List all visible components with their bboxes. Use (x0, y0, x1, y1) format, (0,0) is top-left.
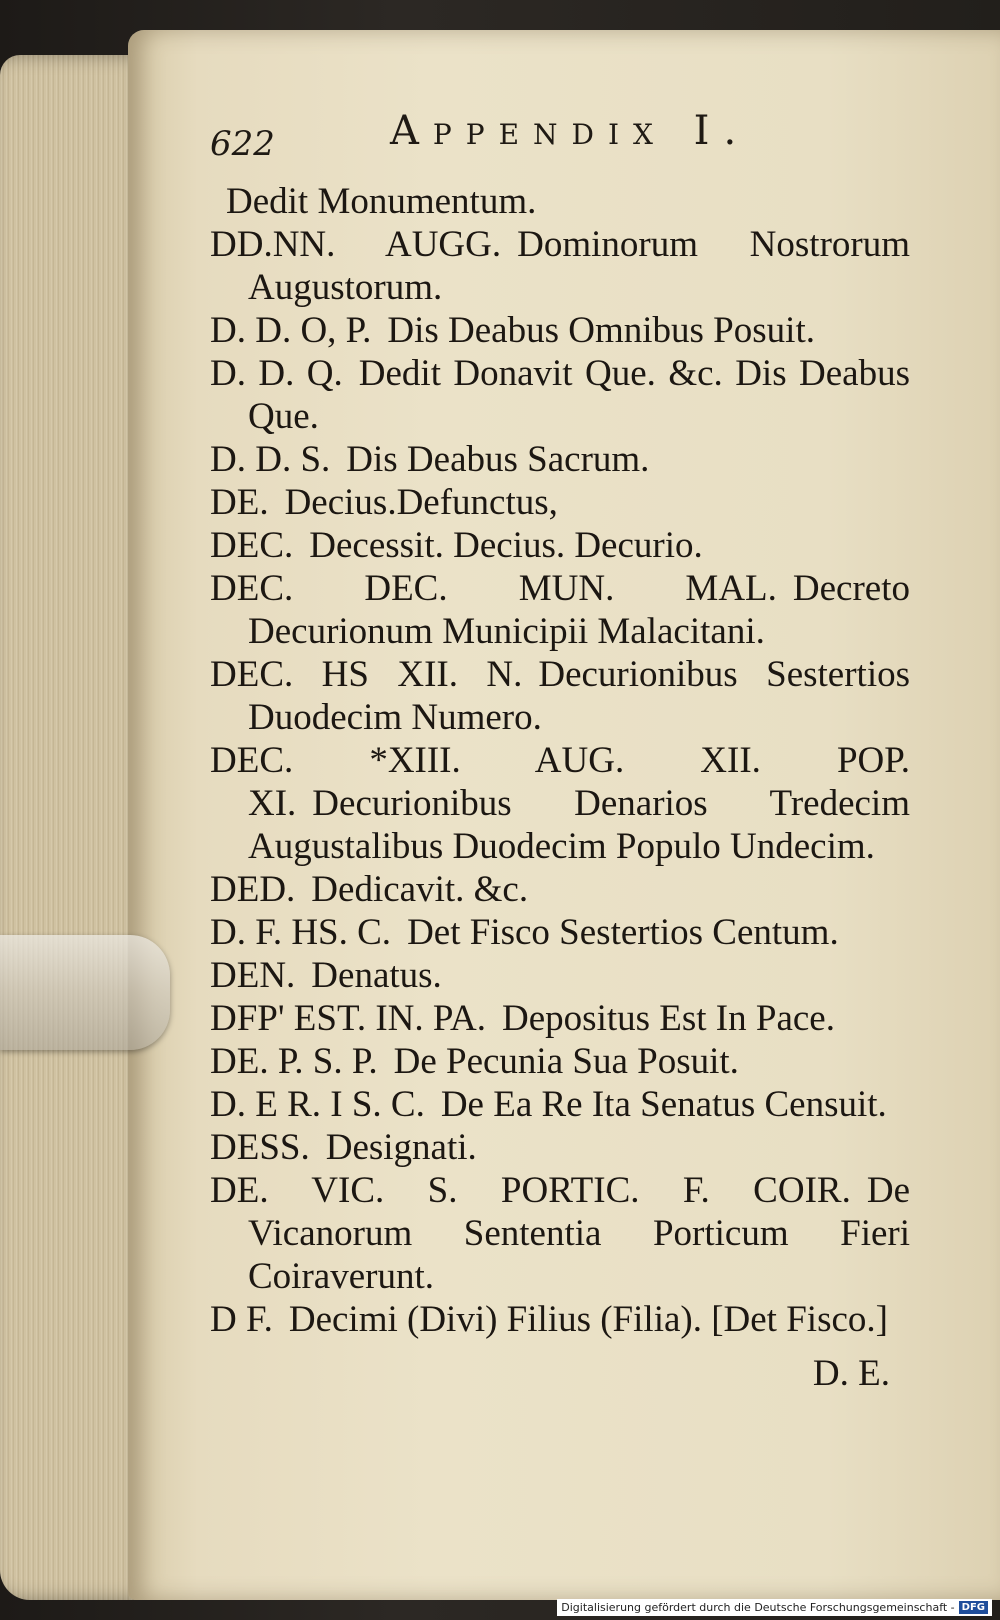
entry-abbreviation: D. D. Q. (210, 353, 343, 394)
entry-abbreviation: D. F. HS. C. (210, 912, 392, 953)
catchword: D. E. (812, 1353, 890, 1394)
entry-expansion: De Vicanorum Sententia Porticum Fieri Coiraverunt. (248, 1170, 910, 1297)
glossary-entry (210, 868, 910, 911)
entry-abbreviation: DD.NN. AUGG. (210, 224, 502, 265)
digitization-credit (557, 1599, 992, 1616)
glossary-entry (210, 653, 910, 739)
entry-expansion: Denatus. (311, 955, 442, 996)
entry-abbreviation: DEN. (210, 955, 296, 996)
page-clip (0, 935, 170, 1050)
glossary-entry (210, 1169, 910, 1298)
entry-expansion: Decurionibus Denarios Tredecim Augustalibus Duodecim Populo Undecim. (248, 783, 910, 867)
entry-abbreviation: DEC. DEC. MUN. MAL. (210, 568, 777, 609)
entry-abbreviation: DEC. *XIII. AUG. XII. POP. XI. (210, 740, 910, 824)
entry-abbreviation: DE. P. S. P. (210, 1041, 378, 1082)
glossary-entry (210, 438, 910, 481)
glossary-entry (210, 1083, 910, 1126)
entry-abbreviation: DESS. (210, 1127, 310, 1168)
entry-expansion: Decimi (Divi) Filius (Filia). [Det Fisco.] (288, 1299, 888, 1340)
entry-abbreviation: D. D. S. (210, 439, 331, 480)
page-number: 622 (210, 124, 275, 164)
entry-expansion: Dedicavit. &c. (311, 869, 529, 910)
entry-expansion: De Ea Re Ita Senatus Censuit. (440, 1084, 887, 1125)
entry-expansion: Decessit. Decius. Decurio. (309, 525, 703, 566)
glossary-entry (210, 954, 910, 997)
entry-expansion: Dis Deabus Omnibus Posuit. (387, 310, 815, 351)
glossary-list (210, 180, 910, 1341)
entry-abbreviation: DE. (210, 482, 269, 523)
running-head: Appendix I. (390, 108, 751, 154)
glossary-entry (210, 180, 910, 223)
entry-abbreviation: DFP' EST. IN. PA. (210, 998, 487, 1039)
entry-abbreviation: DEC. (210, 525, 294, 566)
glossary-entry (210, 997, 910, 1040)
page-header (210, 108, 910, 168)
glossary-entry (210, 911, 910, 954)
entry-abbreviation: D. D. O, P. (210, 310, 372, 351)
entry-expansion: Dominorum Nostrorum Augustorum. (248, 224, 910, 308)
entry-expansion: Decurionibus Sestertios Duodecim Numero. (248, 654, 910, 738)
credit-text: Digitalisierung gefördert durch die Deutsche Forschungsgemeinschaft - (561, 1601, 955, 1614)
glossary-entry (210, 567, 910, 653)
glossary-entry (210, 524, 910, 567)
entry-expansion: De Pecunia Sua Posuit. (393, 1041, 739, 1082)
entry-abbreviation: DEC. HS XII. N. (210, 654, 523, 695)
glossary-entry (210, 1040, 910, 1083)
entry-expansion: Dedit Donavit Que. &c. Dis Deabus Que. (248, 353, 910, 437)
glossary-entry (210, 223, 910, 309)
glossary-entry (210, 1126, 910, 1169)
dfg-logo: DFG (959, 1601, 988, 1614)
glossary-entry (210, 352, 910, 438)
entry-expansion: Depositus Est In Pace. (502, 998, 835, 1039)
entry-expansion: Decreto Decurionum Municipii Malacitani. (248, 568, 910, 652)
entry-abbreviation: DED. (210, 869, 296, 910)
entry-abbreviation: D F. (210, 1299, 273, 1340)
entry-expansion: Decius.Defunctus, (284, 482, 558, 523)
glossary-entry (210, 481, 910, 524)
glossary-entry (210, 1298, 910, 1341)
glossary-entry (210, 309, 910, 352)
entry-abbreviation: DE. VIC. S. PORTIC. F. COIR. (210, 1170, 851, 1211)
entry-expansion: Dedit Monumentum. (226, 181, 537, 222)
glossary-entry (210, 739, 910, 868)
entry-expansion: Designati. (325, 1127, 477, 1168)
entry-expansion: Det Fisco Sestertios Centum. (407, 912, 839, 953)
entry-expansion: Dis Deabus Sacrum. (346, 439, 650, 480)
entry-abbreviation: D. E R. I S. C. (210, 1084, 425, 1125)
